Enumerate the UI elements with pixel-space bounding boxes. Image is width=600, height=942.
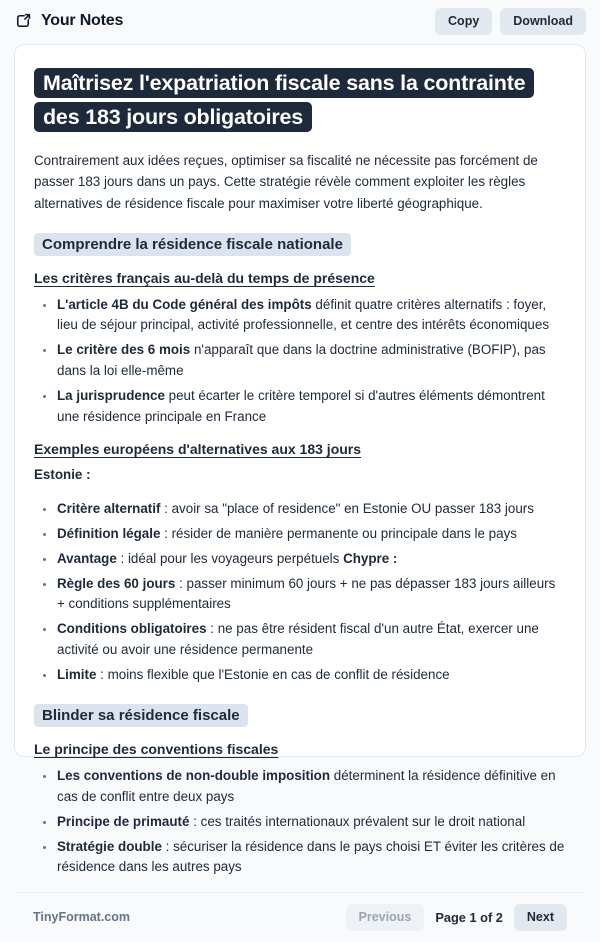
list-item: • Règle des 60 jours : passer minimum 60 jours + ne pas dépasser 183 jours ailleurs + conditions supplémentaires — [56, 574, 566, 616]
subsection-criteres-francais-heading: Les critères français au-delà du temps de présence — [34, 269, 375, 286]
top-bar-actions — [435, 8, 586, 35]
card-footer — [15, 892, 585, 942]
brand-label: TinyFormat.com — [33, 910, 131, 925]
list-item: • Limite : moins flexible que l'Estonie en cas de conflit de résidence — [56, 665, 566, 686]
notes-card — [14, 44, 586, 925]
section-2-heading: Blinder sa résidence fiscale — [34, 704, 248, 727]
conventions-fiscales-list — [34, 766, 566, 878]
intro-paragraph: Contrairement aux idées reçues, optimiser sa fiscalité ne nécessite pas forcément de passer 183 jours dans un pays. Cette stratégie révèle comment exploiter les règles alternatives de résidence fiscale pour maximiser votre liberté géographique. — [34, 153, 538, 211]
section-1-heading: Comprendre la résidence fiscale nationale — [34, 233, 351, 256]
export-icon — [14, 12, 32, 30]
download-button[interactable]: Download — [500, 8, 586, 35]
top-bar — [0, 0, 600, 42]
list-item: • Critère alternatif : avoir sa "place of residence" en Estonie OU passer 183 jours — [56, 499, 566, 520]
previous-page-button[interactable]: Previous — [346, 904, 425, 931]
list-item: • Le critère des 6 mois n'apparaît que dans la doctrine administrative (BOFIP), pas dans la loi elle-même — [56, 340, 566, 382]
list-item: • Conditions obligatoires : ne pas être résident fiscal d'un autre État, exercer une activité ou avoir une résidence permanente — [56, 619, 566, 661]
document-title — [34, 66, 566, 136]
criteres-francais-list — [34, 295, 566, 428]
exemples-europeens-list — [34, 499, 566, 685]
list-item: • Définition légale : résider de manière permanente ou principale dans le pays — [56, 524, 566, 545]
list-item: • L'article 4B du Code général des impôts définit quatre critères alternatifs : foyer, lieu de séjour principal, activité professionnelle, et centre des intérêts économiques — [56, 295, 566, 337]
list-item: • Principe de primauté : ces traités internationaux prévalent sur le droit national — [56, 812, 566, 833]
document-body — [15, 45, 585, 893]
list-item: • Stratégie double : sécuriser la résidence dans le pays choisi ET éviter les critères de résidence dans les autres pays — [56, 837, 566, 879]
list-item: • La jurisprudence peut écarter le critère temporel si d'autres éléments démontrent une résidence principale en France — [56, 386, 566, 428]
document-title-highlight: Maîtrisez l'expatriation fiscale sans la contrainte des 183 jours obligatoires — [34, 68, 534, 133]
subsection-exemples-europeens-heading: Exemples européens d'alternatives aux 183 jours — [34, 441, 362, 458]
next-page-button[interactable]: Next — [514, 904, 567, 931]
page-title: Your Notes — [41, 12, 124, 30]
top-bar-left — [14, 12, 123, 30]
pagination — [346, 904, 567, 931]
copy-button[interactable]: Copy — [435, 8, 492, 35]
section-heading-row — [34, 233, 566, 256]
subsection-conventions-fiscales-heading: Le principe des conventions fiscales — [34, 741, 279, 758]
list-item: • Avantage : idéal pour les voyageurs perpétuels Chypre : — [56, 549, 566, 570]
list-item: • Les conventions de non-double imposition déterminent la résidence définitive en cas de conflit entre deux pays — [56, 766, 566, 808]
section-heading-row — [34, 704, 566, 727]
page-indicator: Page 1 of 2 — [435, 909, 503, 925]
estonie-label: Estonie : — [34, 467, 91, 483]
